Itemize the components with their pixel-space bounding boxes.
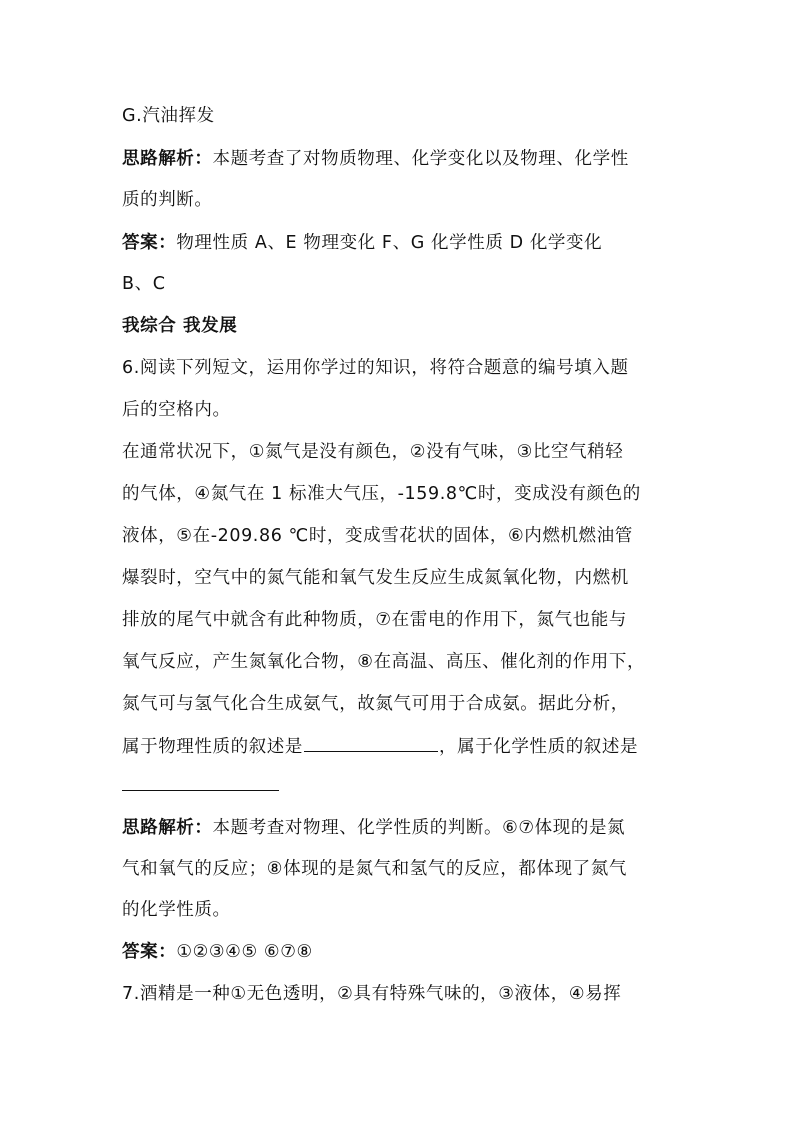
q5-analysis-line-2: 质的判断。 xyxy=(122,190,213,210)
section-heading: 我综合 我发展 xyxy=(122,316,238,336)
answer-blank-chemical[interactable] xyxy=(122,790,279,791)
q6-line-7: 排放的尾气中就含有此种物质，⑦在雷电的作用下，氮气也能与 xyxy=(122,610,627,630)
analysis-label: 思路解析： xyxy=(122,149,213,169)
q6-line-3: 在通常状况下，①氮气是没有颜色，②没有气味，③比空气稍轻 xyxy=(122,442,624,462)
q6-line-4: 的气体，④氮气在 1 标准大气压，-159.8℃时，变成没有颜色的 xyxy=(122,484,641,504)
q6-line-2: 后的空格内。 xyxy=(122,400,231,420)
q6-line-9: 氮气可与氢气化合生成氨气，故氮气可用于合成氨。据此分析， xyxy=(122,694,629,714)
answer-blank-physical[interactable] xyxy=(304,734,438,752)
q6-fill-line xyxy=(122,734,682,758)
q5-option-g: G.汽油挥发 xyxy=(122,106,215,126)
q6-line-5: 液体，⑤在-209.86 ℃时，变成雪花状的固体，⑥内燃机燃油管 xyxy=(122,526,633,546)
q6-line-6: 爆裂时，空气中的氮气能和氧气发生反应生成氮氧化物，内燃机 xyxy=(122,568,629,588)
answer-label: 答案： xyxy=(122,942,177,962)
q6-line-8: 氧气反应，产生氮氧化合物，⑧在高温、高压、催化剂的作用下， xyxy=(122,652,646,672)
q5-analysis-text-1: 本题考查了对物质物理、化学变化以及物理、化学性 xyxy=(212,149,629,169)
q6-line-1: 6.阅读下列短文，运用你学过的知识，将符合题意的编号填入题 xyxy=(122,358,629,378)
analysis-label: 思路解析： xyxy=(122,818,213,838)
q5-answer-line-2: B、C xyxy=(122,274,166,294)
q6-analysis-line-2: 气和氧气的反应；⑧体现的是氮气和氢气的反应，都体现了氮气 xyxy=(122,859,627,879)
q6-answer-line xyxy=(122,940,682,964)
q6-analysis-line-3: 的化学性质。 xyxy=(122,900,231,920)
q6-answer-text: ①②③④⑤ ⑥⑦⑧ xyxy=(176,942,313,962)
q5-answer-text-1: 物理性质 A、E 物理变化 F、G 化学性质 D 化学变化 xyxy=(176,233,603,253)
q6-analysis-line-1 xyxy=(122,816,682,840)
q6-fill-text-2: ，属于化学性质的叙述是 xyxy=(439,737,639,757)
q5-analysis-line-1 xyxy=(122,147,682,171)
answer-label: 答案： xyxy=(122,233,177,253)
q6-analysis-text-1: 本题考查对物理、化学性质的判断。⑥⑦体现的是氮 xyxy=(212,818,626,838)
q7-line-1: 7.酒精是一种①无色透明，②具有特殊气味的，③液体，④易挥 xyxy=(122,984,622,1004)
q5-answer-line-1 xyxy=(122,231,682,255)
q6-fill-text-1: 属于物理性质的叙述是 xyxy=(122,737,303,757)
